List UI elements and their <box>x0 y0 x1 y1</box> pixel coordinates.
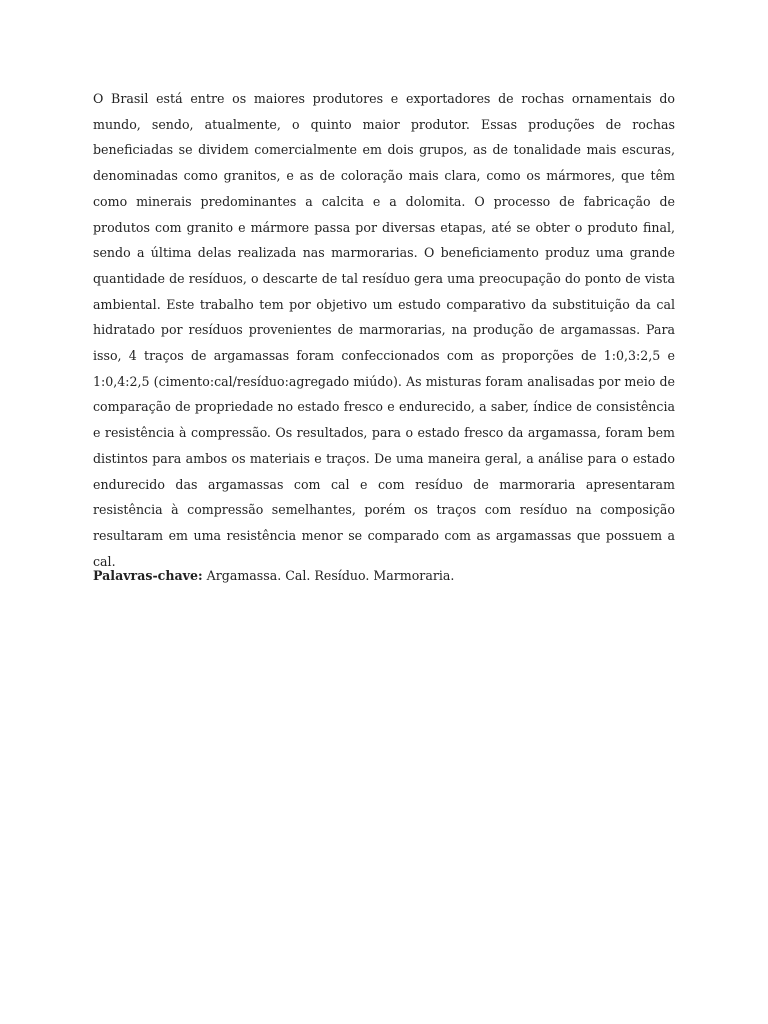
keywords-line <box>93 563 675 589</box>
keywords-label: Palavras-chave: <box>93 568 203 583</box>
keywords-value: Argamassa. Cal. Resíduo. Marmoraria. <box>202 568 455 583</box>
abstract-paragraph: O Brasil está entre os maiores produtores e exportadores de rochas ornamentais do mundo, sendo, atualmente, o quinto maior produtor. Essas produções de rochas beneficiadas se dividem comercialmente em dois grupos, as de tonalidade mais escuras, denominadas como granitos, e as de coloração mais clara, como os mármores, que têm como minerais predominantes a calcita e a dolomita. O processo de fabricação de produtos com granito e mármore passa por diversas etapas, até se obter o produto final, sendo a última delas realizada nas marmorarias. O beneficiamento produz uma grande quantidade de resíduos, o descarte de tal resíduo gera uma preocupação do ponto de vista ambiental. Este trabalho tem por objetivo um estudo comparativo da substituição da cal hidratado por resíduos provenientes de marmorarias, na produção de argamassas. Para isso, 4 traços de argamassas foram confeccionados com as proporções de 1:0,3:2,5 e 1:0,4:2,5 (cimento:cal/resíduo:agregado miúdo). As misturas foram analisadas por meio de comparação de propriedade no estado fresco e endurecido, a saber, índice de consistência e resistência à compressão. Os resultados, para o estado fresco da argamassa, foram bem distintos para ambos os materiais e traços. De uma maneira geral, a análise para o estado endurecido das argamassas com cal e com resíduo de marmoraria apresentaram resistência à compressão semelhantes, porém os traços com resíduo na composição resultaram em uma resistência menor se comparado com as argamassas que possuem a cal. <box>93 91 675 569</box>
